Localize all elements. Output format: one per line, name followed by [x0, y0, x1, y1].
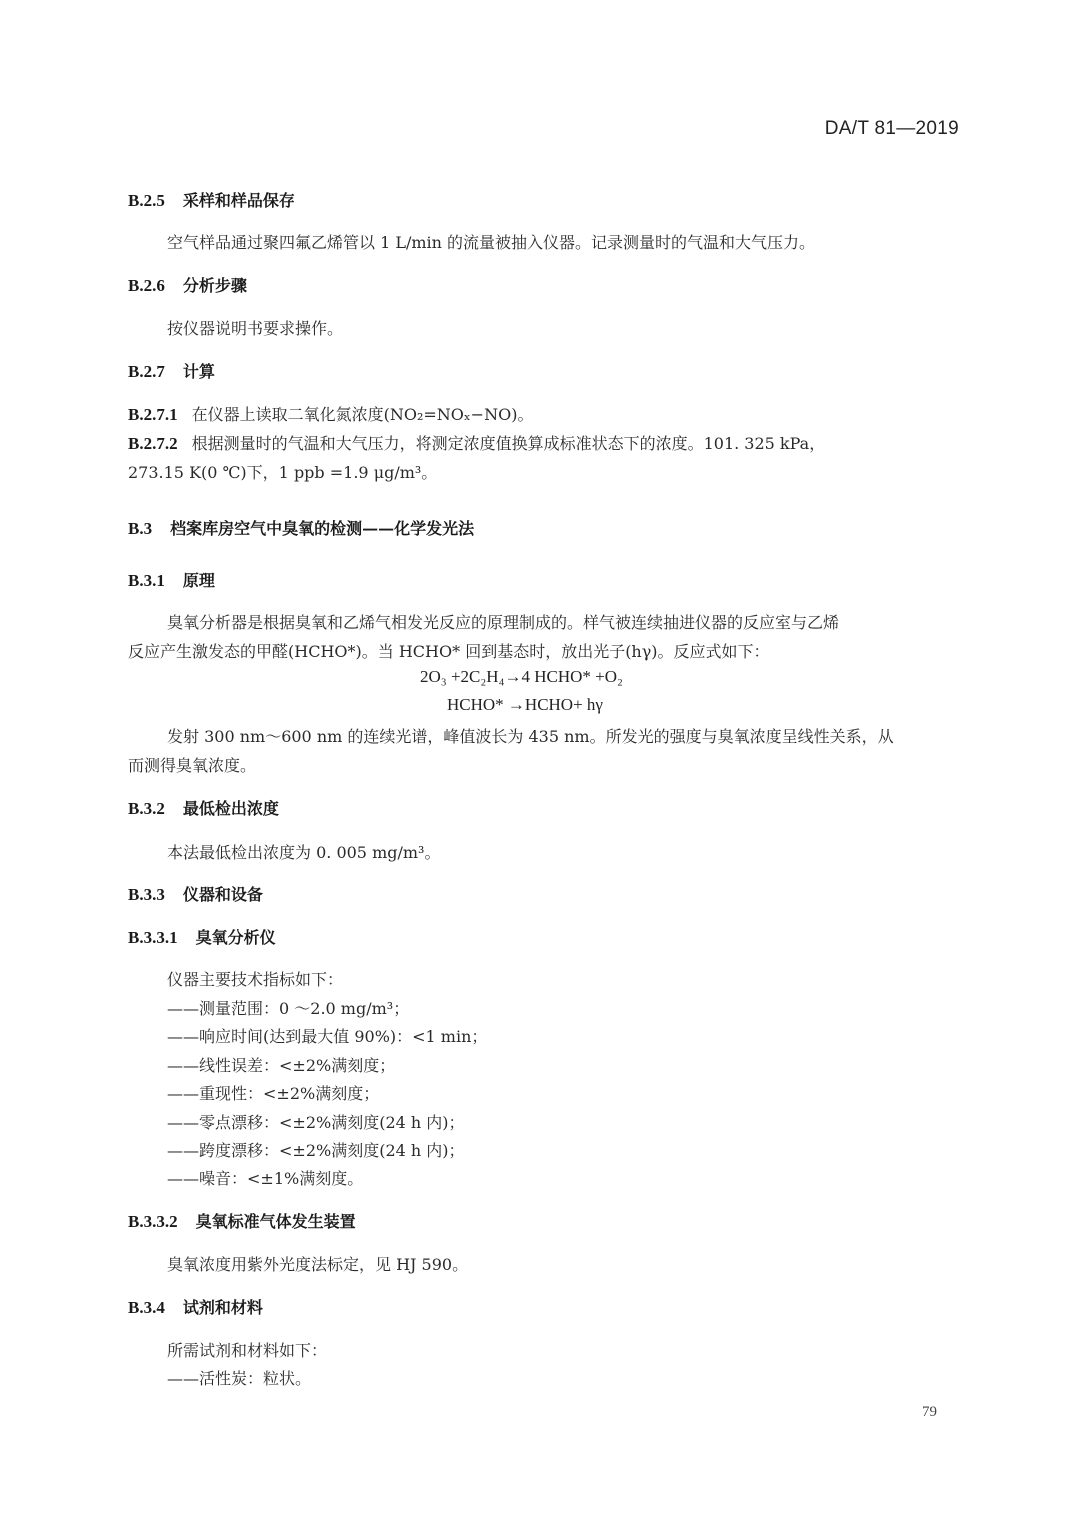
spec-item: ——噪音：<±1%满刻度。 — [167, 1169, 364, 1188]
section-number: B.2.7 — [128, 362, 165, 381]
paragraph-b31-line2: 反应产生激发态的甲醛(HCHO*)。当 HCHO* 回到基态时，放出光子(hγ)。反应式如下： — [128, 642, 770, 661]
spec-item: ——线性误差：<±2%满刻度； — [167, 1056, 396, 1075]
heading-b331 — [128, 925, 276, 948]
spec-item: ——重现性：<±2%满刻度； — [167, 1084, 380, 1103]
clause-text: 根据测量时的气温和大气压力，将测定浓度值换算成标准状态下的浓度。101. 325 kPa， — [191, 434, 826, 453]
clause-number: B.2.7.1 — [128, 405, 178, 424]
paragraph-b31-line1: 臭氧分析器是根据臭氧和乙烯气相发光反应的原理制成的。样气被连续抽进仪器的反应室与乙烯 — [167, 613, 840, 632]
section-title: 原理 — [182, 571, 215, 590]
section-title: 采样和样品保存 — [182, 191, 295, 210]
heading-b34 — [128, 1295, 263, 1318]
clause-text: 在仪器上读取二氧化氮浓度(NO₂=NOₓ−NO)。 — [191, 405, 534, 424]
heading-b332 — [128, 1209, 356, 1232]
materials-intro: 所需试剂和材料如下： — [167, 1341, 328, 1360]
section-number: B.3.4 — [128, 1298, 165, 1317]
equation-2: HCHO* →HCHO+ hγ — [447, 695, 603, 714]
page-number: 79 — [922, 1404, 937, 1420]
clause-number: B.2.7.2 — [128, 434, 178, 453]
section-number: B.2.5 — [128, 191, 165, 210]
spec-item: ——测量范围：0 ～2.0 mg/m³； — [167, 999, 410, 1018]
clause-b272-cont: 273.15 K(0 ℃)下，1 ppb =1.9 μg/m³。 — [128, 463, 438, 482]
section-number: B.3.3 — [128, 885, 165, 904]
heading-b32 — [128, 796, 279, 819]
heading-b31 — [128, 568, 215, 591]
heading-b3 — [128, 516, 474, 539]
spec-item: ——零点漂移：<±2%满刻度(24 h 内)； — [167, 1113, 465, 1132]
spec-item: ——跨度漂移：<±2%满刻度(24 h 内)； — [167, 1141, 465, 1160]
equation-1: 2O₃ +2C₂H₄→4 HCHO* +O₂ — [420, 667, 623, 686]
paragraph-b332: 臭氧浓度用紫外光度法标定，见 HJ 590。 — [167, 1255, 469, 1274]
heading-b26 — [128, 273, 247, 296]
heading-b33 — [128, 882, 263, 905]
standard-code: DA/T 81—2019 — [824, 118, 959, 139]
section-title: 臭氧标准气体发生装置 — [195, 1212, 356, 1231]
paragraph-b26: 按仪器说明书要求操作。 — [167, 319, 344, 338]
paragraph-b31-line3: 发射 300 nm～600 nm 的连续光谱，峰值波长为 435 nm。所发光的强度与臭氧浓度呈线性关系，从 — [167, 727, 894, 746]
section-title: 计算 — [182, 362, 215, 381]
paragraph-b31-line4: 而测得臭氧浓度。 — [128, 756, 257, 775]
materials-item: ——活性炭：粒状。 — [167, 1369, 312, 1388]
section-title: 最低检出浓度 — [182, 799, 279, 818]
heading-b27 — [128, 359, 215, 382]
spec-item: ——响应时间(达到最大值 90%)：<1 min； — [167, 1027, 488, 1046]
section-number: B.3.1 — [128, 571, 165, 590]
section-title: 分析步骤 — [182, 276, 247, 295]
section-title: 档案库房空气中臭氧的检测——化学发光法 — [170, 519, 475, 538]
section-number: B.3.3.2 — [128, 1212, 178, 1231]
section-title: 试剂和材料 — [182, 1298, 263, 1317]
paragraph-b32: 本法最低检出浓度为 0. 005 mg/m³。 — [167, 843, 441, 862]
clause-b271 — [128, 402, 533, 425]
paragraph-b25: 空气样品通过聚四氟乙烯管以 1 L/min 的流量被抽入仪器。记录测量时的气温和大气压力。 — [167, 233, 816, 252]
section-title: 仪器和设备 — [182, 885, 263, 904]
section-title: 臭氧分析仪 — [195, 928, 276, 947]
section-number: B.3 — [128, 519, 153, 538]
section-number: B.3.3.1 — [128, 928, 178, 947]
section-number: B.3.2 — [128, 799, 165, 818]
clause-b272 — [128, 431, 825, 454]
section-number: B.2.6 — [128, 276, 165, 295]
heading-b25 — [128, 188, 295, 211]
spec-intro: 仪器主要技术指标如下： — [167, 970, 344, 989]
